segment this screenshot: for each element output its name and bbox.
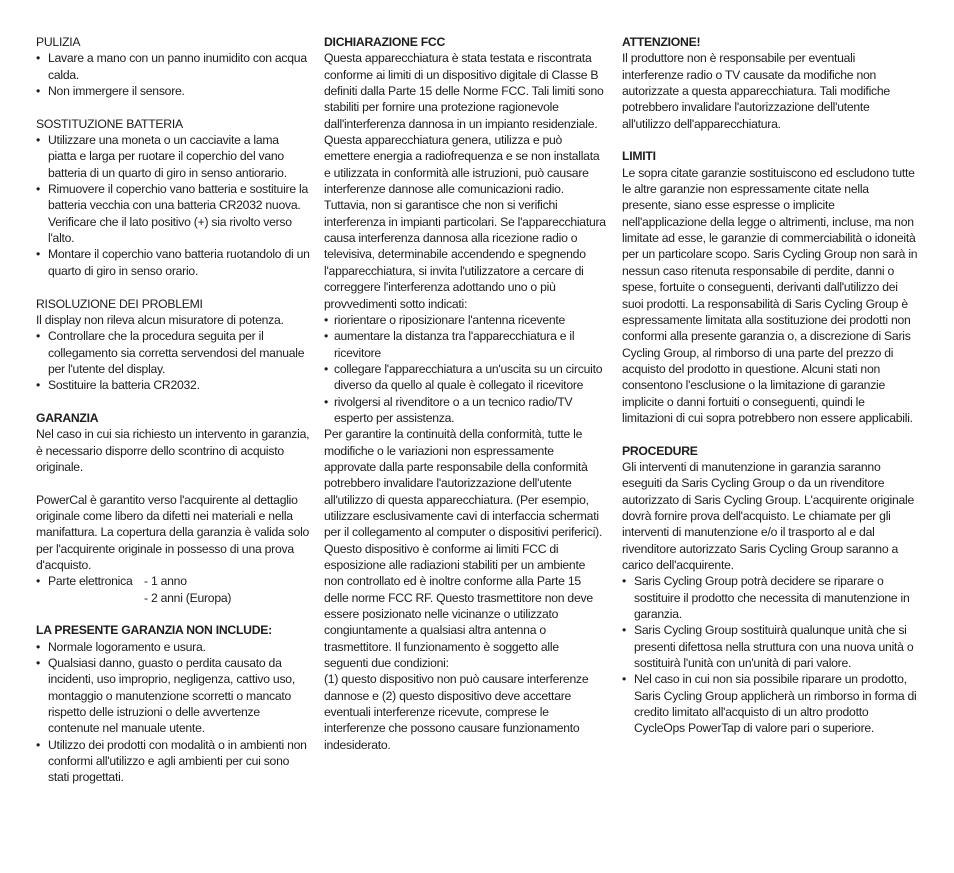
column-left [36, 34, 310, 802]
warranty-duration [36, 573, 310, 606]
limits-paragraph: Le sopra citate garanzie sostituiscono ed escludono tutte le altre garanzie non espressamente citate nella presente, siano esse espresse o implicite nell'applicazione della legge o altrimenti, incluse, ma non limitate ad esse, le garanzie di commerciabilità o idoneità per un particolare scopo. Saris Cycling Group non sarà in nessun caso ritenuta responsabile di perdite, danni o spese, fortuite o conseguenti, derivanti dall'utilizzo dei suoi prodotti. La responsabilità di Saris Cycling Group è espressamente limitata alla sostituzione dei prodotti non conformi alla presente garanzia o, a discrezione di Saris Cycling Group, al rimborso di una parte del prezzo di acquisto del prodotto in questione. Alcuni stati non consentono l'esclusione o la limitazione di garanzie implicite o danni fortuiti o conseguenti, quindi le limitazioni di cui sopra potrebbero non essere applicabili. [622, 165, 918, 425]
duration-list [36, 573, 144, 589]
duration-label-wrap [36, 573, 144, 606]
duration-value-2: - 2 anni (Europa) [144, 590, 232, 605]
section-fcc [324, 34, 606, 753]
list-item: • Nel caso in cui non sia possibile riparare un prodotto, Saris Cycling Group applicherà un rimborso in forma di credito limitato all'acquisto di un altro prodotto CycleOps PowerTap di valore pari o superiore. [622, 671, 918, 736]
exclusions-list [36, 639, 310, 786]
troubleshooting-list [36, 328, 310, 393]
fcc-measures-list [324, 312, 606, 426]
warranty-paragraph-1: Nel caso in cui sia richiesto un intervento in garanzia, è necessario disporre dello scontrino di acquisto originale. [36, 427, 310, 474]
list-item: • Controllare che la procedura seguita per il collegamento sia corretta servendosi del manuale per l'utente del display. [36, 328, 310, 377]
section-troubleshooting [36, 296, 310, 394]
list-item: • Qualsiasi danno, guasto o perdita causato da incidenti, uso improprio, negligenza, cattivo uso, montaggio o manutenzione scorretti o mancato rispetto delle istruzioni o delle avvertenze contenute nel manuale utente. [36, 655, 310, 737]
list-item: • Utilizzare una moneta o un cacciavite a lama piatta e larga per ruotare il coperchio del vano batteria di un quarto di giro in senso antiorario. [36, 132, 310, 181]
procedures-list [622, 573, 918, 736]
section-warranty [36, 410, 310, 606]
section-battery [36, 116, 310, 279]
list-item: • Rimuovere il coperchio vano batteria e sostituire la batteria vecchia con una batteria CR2032 nuova. Verificare che il lato positivo (+) sia rivolto verso l'alto. [36, 181, 310, 246]
duration-value-1: - 1 anno [144, 574, 187, 589]
troubleshooting-intro: Il display non rileva alcun misuratore di potenza. [36, 312, 284, 327]
attention-paragraph: Il produttore non è responsabile per eventuali interferenze radio o TV causate da modifiche non autorizzate a questa apparecchiatura. Tali modifiche potrebbero invalidare l'autorizzazione dell'utente all'utilizzo dell'apparecchiatura. [622, 51, 890, 131]
list-item: • Lavare a mano con un panno inumidito con acqua calda. [36, 50, 310, 83]
list-item: • collegare l'apparecchiatura a un'uscita su un circuito diverso da quello al quale è collegato il ricevitore [324, 361, 606, 394]
heading-exclusions: LA PRESENTE GARANZIA NON INCLUDE: [36, 623, 272, 638]
heading-attention: ATTENZIONE! [622, 35, 701, 49]
list-item: • Normale logoramento e usura. [36, 639, 310, 655]
list-item: • Montare il coperchio vano batteria ruotandolo di un quarto di giro in senso orario. [36, 246, 310, 279]
section-cleaning [36, 34, 310, 99]
battery-list [36, 132, 310, 279]
heading-troubleshooting: RISOLUZIONE DEI PROBLEMI [36, 296, 203, 311]
section-limits [622, 148, 918, 426]
procedures-paragraph: Gli interventi di manutenzione in garanzia saranno eseguiti da Saris Cycling Group o da un rivenditore autorizzato di Saris Cycling Group. L'acquirente originale dovrà fornire prova dell'acquisto. Le chiamate per gli interventi di manutenzione e/o il trasporto al e dal rivenditore autorizzato Saris Cycling Group saranno a carico dell'acquirente. [622, 459, 914, 572]
section-exclusions [36, 622, 310, 785]
duration-label: • Parte elettronica [36, 573, 144, 589]
column-right [622, 34, 918, 753]
list-item: • Saris Cycling Group sostituirà qualunque unità che si presenti difettosa nella struttura con una nuova unità o sostituirà l'unità con un'unità di pari valore. [622, 622, 918, 671]
fcc-paragraph-1: Questa apparecchiatura è stata testata e riscontrata conforme ai limiti di un dispositivo digitale di Classe B definiti dalla Parte 15 delle Norme FCC. Tali limiti sono stabiliti per fornire una protezione ragionevole dall'interferenza dannosa in un impianto residenziale. Questa apparecchiatura genera, utilizza e può emettere energia a radiofrequenza e se non installata e utilizzata in conformità alle istruzioni, può causare interferenze dannose alle comunicazioni radio. Tuttavia, non si garantisce che non si verifichi interferenza in impianti particolari. Se l'apparecchiatura causa interferenza dannosa alla ricezione radio o televisiva, determinabile accendendo e spegnendo l'apparecchiatura, si invita l'utilizzatore a cercare di correggere l'interferenza adottando uno o più provvedimenti sotto indicati: [324, 51, 606, 311]
list-item: • aumentare la distanza tra l'apparecchiatura e il ricevitore [324, 328, 606, 361]
section-attention [622, 34, 918, 132]
heading-procedures: PROCEDURE [622, 443, 698, 458]
fcc-paragraph-2: Per garantire la continuità della conformità, tutte le modifiche o le variazioni non espressamente approvate dalla parte responsabile della conformità potrebbero invalidare l'autorizzazione dell'utente all'utilizzo di questa apparecchiatura. (Per esempio, utilizzare esclusivamente cavi di interfaccia schermati per il collegamento al computer o dispositivi periferici). Questo dispositivo è conforme ai limiti FCC di esposizione alle radiazioni stabiliti per un ambiente non controllato ed è inoltre conforme alla Parte 15 delle norme FCC RF. Questo trasmettitore non deve essere posizionato nelle vicinanze o utilizzato congiuntamente a qualsiasi altra antenna o trasmettitore. Il funzionamento è soggetto alle seguenti due condizioni: [324, 427, 603, 671]
heading-fcc: DICHIARAZIONE FCC [324, 35, 446, 49]
heading-cleaning: PULIZIA [36, 35, 81, 49]
duration-values [144, 573, 231, 606]
heading-limits: LIMITI [622, 149, 656, 164]
list-item: • rivolgersi al rivenditore o a un tecnico radio/TV esperto per assistenza. [324, 394, 606, 427]
list-item: • Saris Cycling Group potrà decidere se riparare o sostituire il prodotto che necessita di manutenzione in garanzia. [622, 573, 918, 622]
section-procedures [622, 443, 918, 737]
list-item: • Sostituire la batteria CR2032. [36, 377, 310, 393]
fcc-paragraph-3: (1) questo dispositivo non può causare interferenze dannose e (2) questo dispositivo deve accettare eventuali interferenze ricevute, comprese le interferenze che possono causare funzionamento indesiderato. [324, 672, 589, 752]
heading-battery: SOSTITUZIONE BATTERIA [36, 116, 183, 131]
column-middle [324, 34, 606, 769]
warranty-paragraph-2: PowerCal è garantito verso l'acquirente al dettaglio originale come libero da difetti nei materiali e nella manifattura. La copertura della garanzia è valida solo per l'acquirente originale in possesso di una prova d'acquisto. [36, 492, 310, 572]
cleaning-list [36, 50, 310, 99]
heading-warranty: GARANZIA [36, 410, 99, 425]
list-item: • Non immergere il sensore. [36, 83, 310, 99]
list-item: • Utilizzo dei prodotti con modalità o in ambienti non conformi all'utilizzo e agli ambienti per cui sono stati progettati. [36, 737, 310, 786]
list-item: • riorientare o riposizionare l'antenna ricevente [324, 312, 606, 328]
